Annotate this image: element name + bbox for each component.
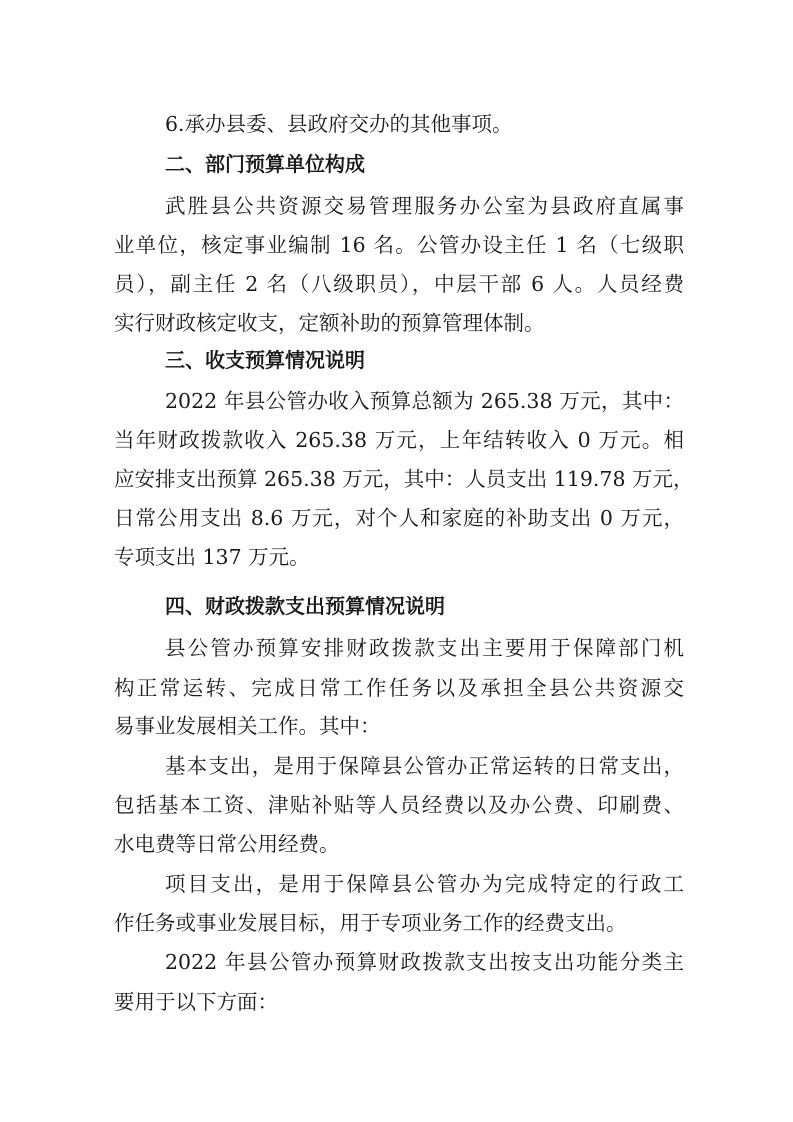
- paragraph-line: 业单位，核定事业编制 16 名。公管办设主任 1 名（七级职: [114, 233, 684, 257]
- paragraph-line: 2022 年县公管办收入预算总额为 265.38 万元，其中：: [165, 389, 684, 413]
- section-heading-3: 三、收支预算情况说明: [165, 348, 365, 372]
- section-heading-2: 二、部门预算单位构成: [165, 152, 365, 176]
- paragraph-line: 专项支出 137 万元。: [114, 545, 310, 569]
- section-heading-4: 四、财政拨款支出预算情况说明: [165, 594, 445, 618]
- paragraph-line: 6.承办县委、县政府交办的其他事项。: [165, 112, 513, 136]
- paragraph-line: 县公管办预算安排财政拨款支出主要用于保障部门机: [165, 636, 684, 660]
- paragraph-line: 应安排支出预算 265.38 万元，其中：人员支出 119.78 万元，: [114, 467, 694, 491]
- paragraph-line: 要用于以下方面：: [114, 990, 278, 1014]
- paragraph-line: 构正常运转、完成日常工作任务以及承担全县公共资源交: [114, 676, 684, 700]
- paragraph-line: 员），副主任 2 名（八级职员），中层干部 6 人。人员经费: [114, 272, 684, 296]
- paragraph-line: 当年财政拨款收入 265.38 万元，上年结转收入 0 万元。相: [114, 428, 684, 452]
- paragraph-line: 日常公用支出 8.6 万元，对个人和家庭的补助支出 0 万元，: [114, 506, 684, 530]
- paragraph-line: 水电费等日常公用经费。: [114, 832, 340, 856]
- paragraph-line: 项目支出，是用于保障县公管办为完成特定的行政工: [165, 872, 684, 896]
- paragraph-line: 易事业发展相关工作。其中：: [114, 714, 381, 738]
- paragraph-line: 作任务或事业发展目标，用于专项业务工作的经费支出。: [114, 911, 627, 935]
- paragraph-line: 基本支出，是用于保障县公管办正常运转的日常支出，: [165, 754, 684, 778]
- paragraph-line: 2022 年县公管办预算财政拨款支出按支出功能分类主: [165, 950, 684, 974]
- paragraph-line: 武胜县公共资源交易管理服务办公室为县政府直属事: [165, 194, 684, 218]
- paragraph-line: 实行财政核定收支，定额补助的预算管理体制。: [114, 311, 545, 335]
- paragraph-line: 包括基本工资、津贴补贴等人员经费以及办公费、印刷费、: [114, 793, 684, 817]
